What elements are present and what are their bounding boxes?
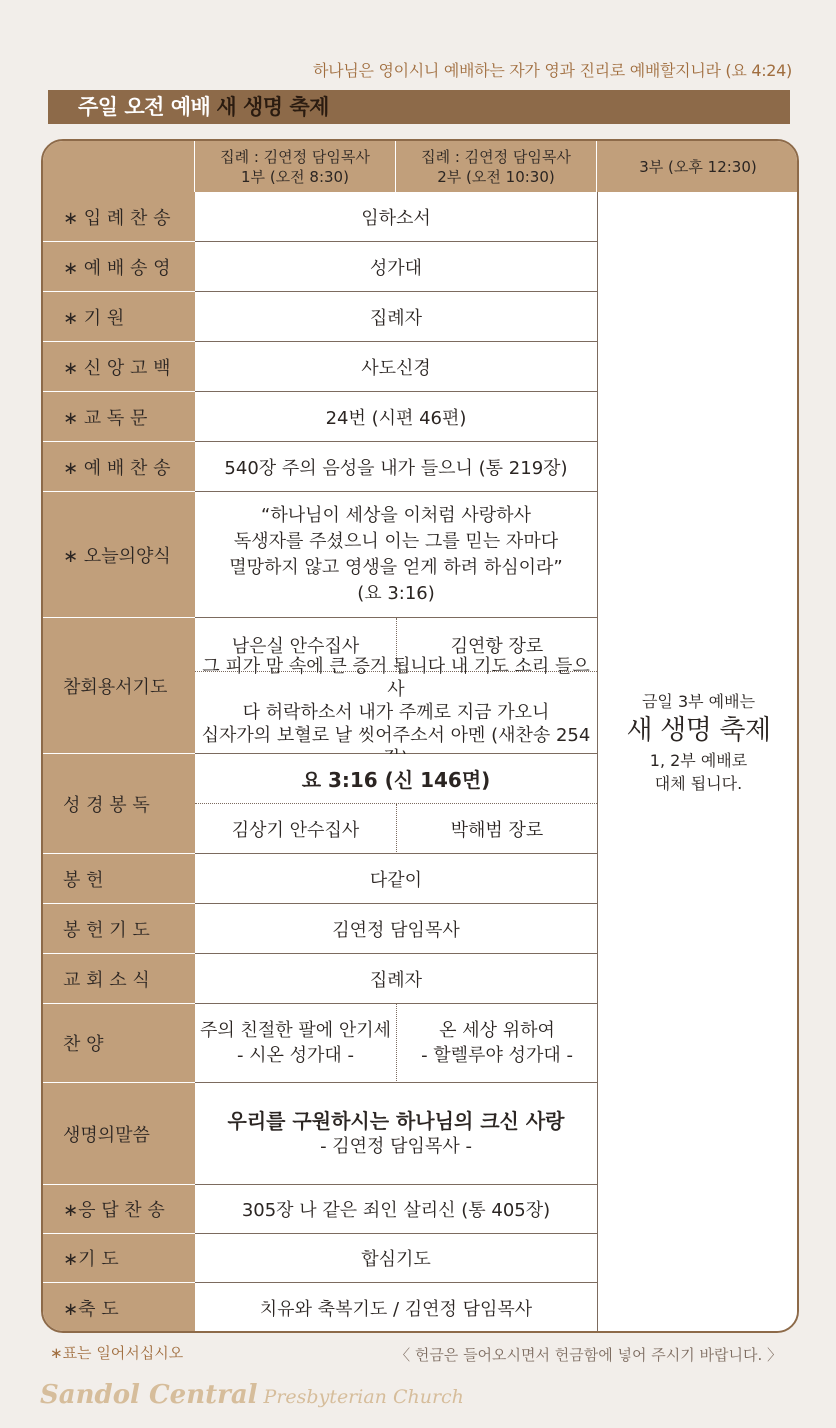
scripture-reader-service-1: 김상기 안수집사 (195, 804, 396, 854)
label-church-news: 교 회 소 식 (43, 954, 195, 1004)
content-daily-bread (195, 492, 597, 618)
content-sermon (195, 1083, 597, 1185)
third-service-line: 금일 3부 예배는 (641, 692, 756, 711)
label-confession-prayer: 참회용서기도 (43, 618, 195, 754)
daily-bread-line: “하나님이 세상을 이처럼 사랑하사 (261, 504, 531, 526)
daily-bread-line: 멸망하지 않고 영생을 얻게 하려 하심이라” (229, 556, 563, 578)
header-service-2 (396, 141, 597, 192)
anthem-title: 온 세상 위하여 (439, 1020, 555, 1041)
label-doxology: ∗ 예 배 송 영 (43, 242, 195, 292)
label-invocation: ∗ 기 원 (43, 292, 195, 342)
confession-hymn-text (195, 656, 597, 754)
header-service-3 (597, 141, 799, 192)
confession-line: 그 피가 맘 속에 큰 증거 됩니다 내 기도 소리 들으사 (202, 656, 590, 700)
sermon-title: 우리를 구원하시는 하나님의 크신 사랑 (227, 1108, 565, 1133)
title-main: 주일 오전 예배 (78, 95, 211, 119)
header-service-3-time: 3부 (오후 12:30) (639, 157, 757, 176)
daily-bread-line: 독생자를 주셨으니 이는 그를 믿는 자마다 (233, 530, 559, 552)
header-service-2-officiant: 집례 : 김연정 담임목사 (421, 147, 571, 166)
label-scripture-reading: 성 경 봉 독 (43, 754, 195, 854)
content-invocation: 집례자 (195, 292, 597, 342)
daily-bread-reference: (요 3:16) (357, 582, 435, 604)
label-entrance-hymn: ∗ 입 례 찬 송 (43, 192, 195, 242)
third-service-line: 1, 2부 예배로 (649, 751, 748, 770)
header-service-1 (195, 141, 396, 192)
anthem-choir: - 시온 성가대 - (236, 1045, 355, 1066)
label-anthem: 찬 양 (43, 1004, 195, 1083)
header-verse: 하나님은 영이시니 예배하는 자가 영과 진리로 예배할지니라 (요 4:24) (313, 61, 792, 80)
worship-order-table (41, 139, 799, 1333)
label-sermon: 생명의말씀 (43, 1083, 195, 1185)
offering-note: 〈 헌금은 들어오시면서 헌금함에 넣어 주시기 바랍니다. 〉 (395, 1346, 782, 1364)
anthem-title: 주의 친절한 팔에 안기세 (199, 1020, 392, 1041)
confession-line: 십자가의 보혈로 날 씻어주소서 아멘 (새찬송 254 (201, 725, 591, 746)
anthem-service-2 (396, 1004, 597, 1083)
content-response-hymn: 305장 나 같은 죄인 살리신 (통 405장) (195, 1185, 597, 1234)
third-service-line: 대체 됩니다. (654, 774, 743, 793)
anthem-service-1 (195, 1004, 396, 1083)
label-creed: ∗ 신 앙 고 백 (43, 342, 195, 392)
label-responsive-reading: ∗ 교 독 문 (43, 392, 195, 442)
standing-note: ∗표는 일어서십시오 (50, 1344, 184, 1362)
label-offering-prayer: 봉 헌 기 도 (43, 904, 195, 954)
content-benediction: 치유와 축복기도 / 김연정 담임목사 (195, 1283, 597, 1333)
page-title (48, 90, 790, 124)
confession-leader-service-1: 남은실 안수집사 (195, 618, 396, 672)
anthem-choir: - 할렐루야 성가대 - (421, 1045, 573, 1066)
label-benediction: ∗축 도 (43, 1283, 195, 1333)
church-name: Sandol Central (40, 1380, 258, 1410)
confession-line: 다 허락하소서 내가 주께로 지금 가오니 (242, 702, 550, 723)
third-service-event: 새 생명 축제 (626, 715, 771, 746)
header-corner (43, 141, 195, 192)
content-worship-hymn: 540장 주의 음성을 내가 들으니 (통 219장) (195, 442, 597, 492)
content-prayer: 합심기도 (195, 1234, 597, 1283)
content-responsive-reading: 24번 (시편 46편) (195, 392, 597, 442)
label-daily-bread: ∗ 오늘의양식 (43, 492, 195, 618)
sermon-preacher: - 김연정 담임목사 - (320, 1135, 472, 1157)
church-subtitle: Presbyterian Church (263, 1386, 464, 1408)
church-logo (40, 1380, 464, 1410)
content-creed: 사도신경 (195, 342, 597, 392)
content-doxology: 성가대 (195, 242, 597, 292)
content-offering-prayer: 김연정 담임목사 (195, 904, 597, 954)
title-emphasis: 새 생명 축제 (216, 95, 329, 119)
scripture-reader-service-2: 박해범 장로 (396, 804, 597, 854)
scripture-passage: 요 3:16 (신 146면) (195, 754, 597, 804)
header-service-1-officiant: 집례 : 김연정 담임목사 (220, 147, 370, 166)
label-worship-hymn: ∗ 예 배 찬 송 (43, 442, 195, 492)
content-offering: 다같이 (195, 854, 597, 904)
label-response-hymn: ∗응 답 찬 송 (43, 1185, 195, 1234)
confession-leader-service-2: 김연항 장로 (396, 618, 597, 672)
label-prayer: ∗기 도 (43, 1234, 195, 1283)
label-offering: 봉 헌 (43, 854, 195, 904)
content-church-news: 집례자 (195, 954, 597, 1004)
content-entrance-hymn: 임하소서 (195, 192, 597, 242)
header-service-2-time: 2부 (오전 10:30) (437, 167, 555, 186)
third-service-note (597, 192, 799, 1333)
header-service-1-time: 1부 (오전 8:30) (241, 167, 349, 186)
